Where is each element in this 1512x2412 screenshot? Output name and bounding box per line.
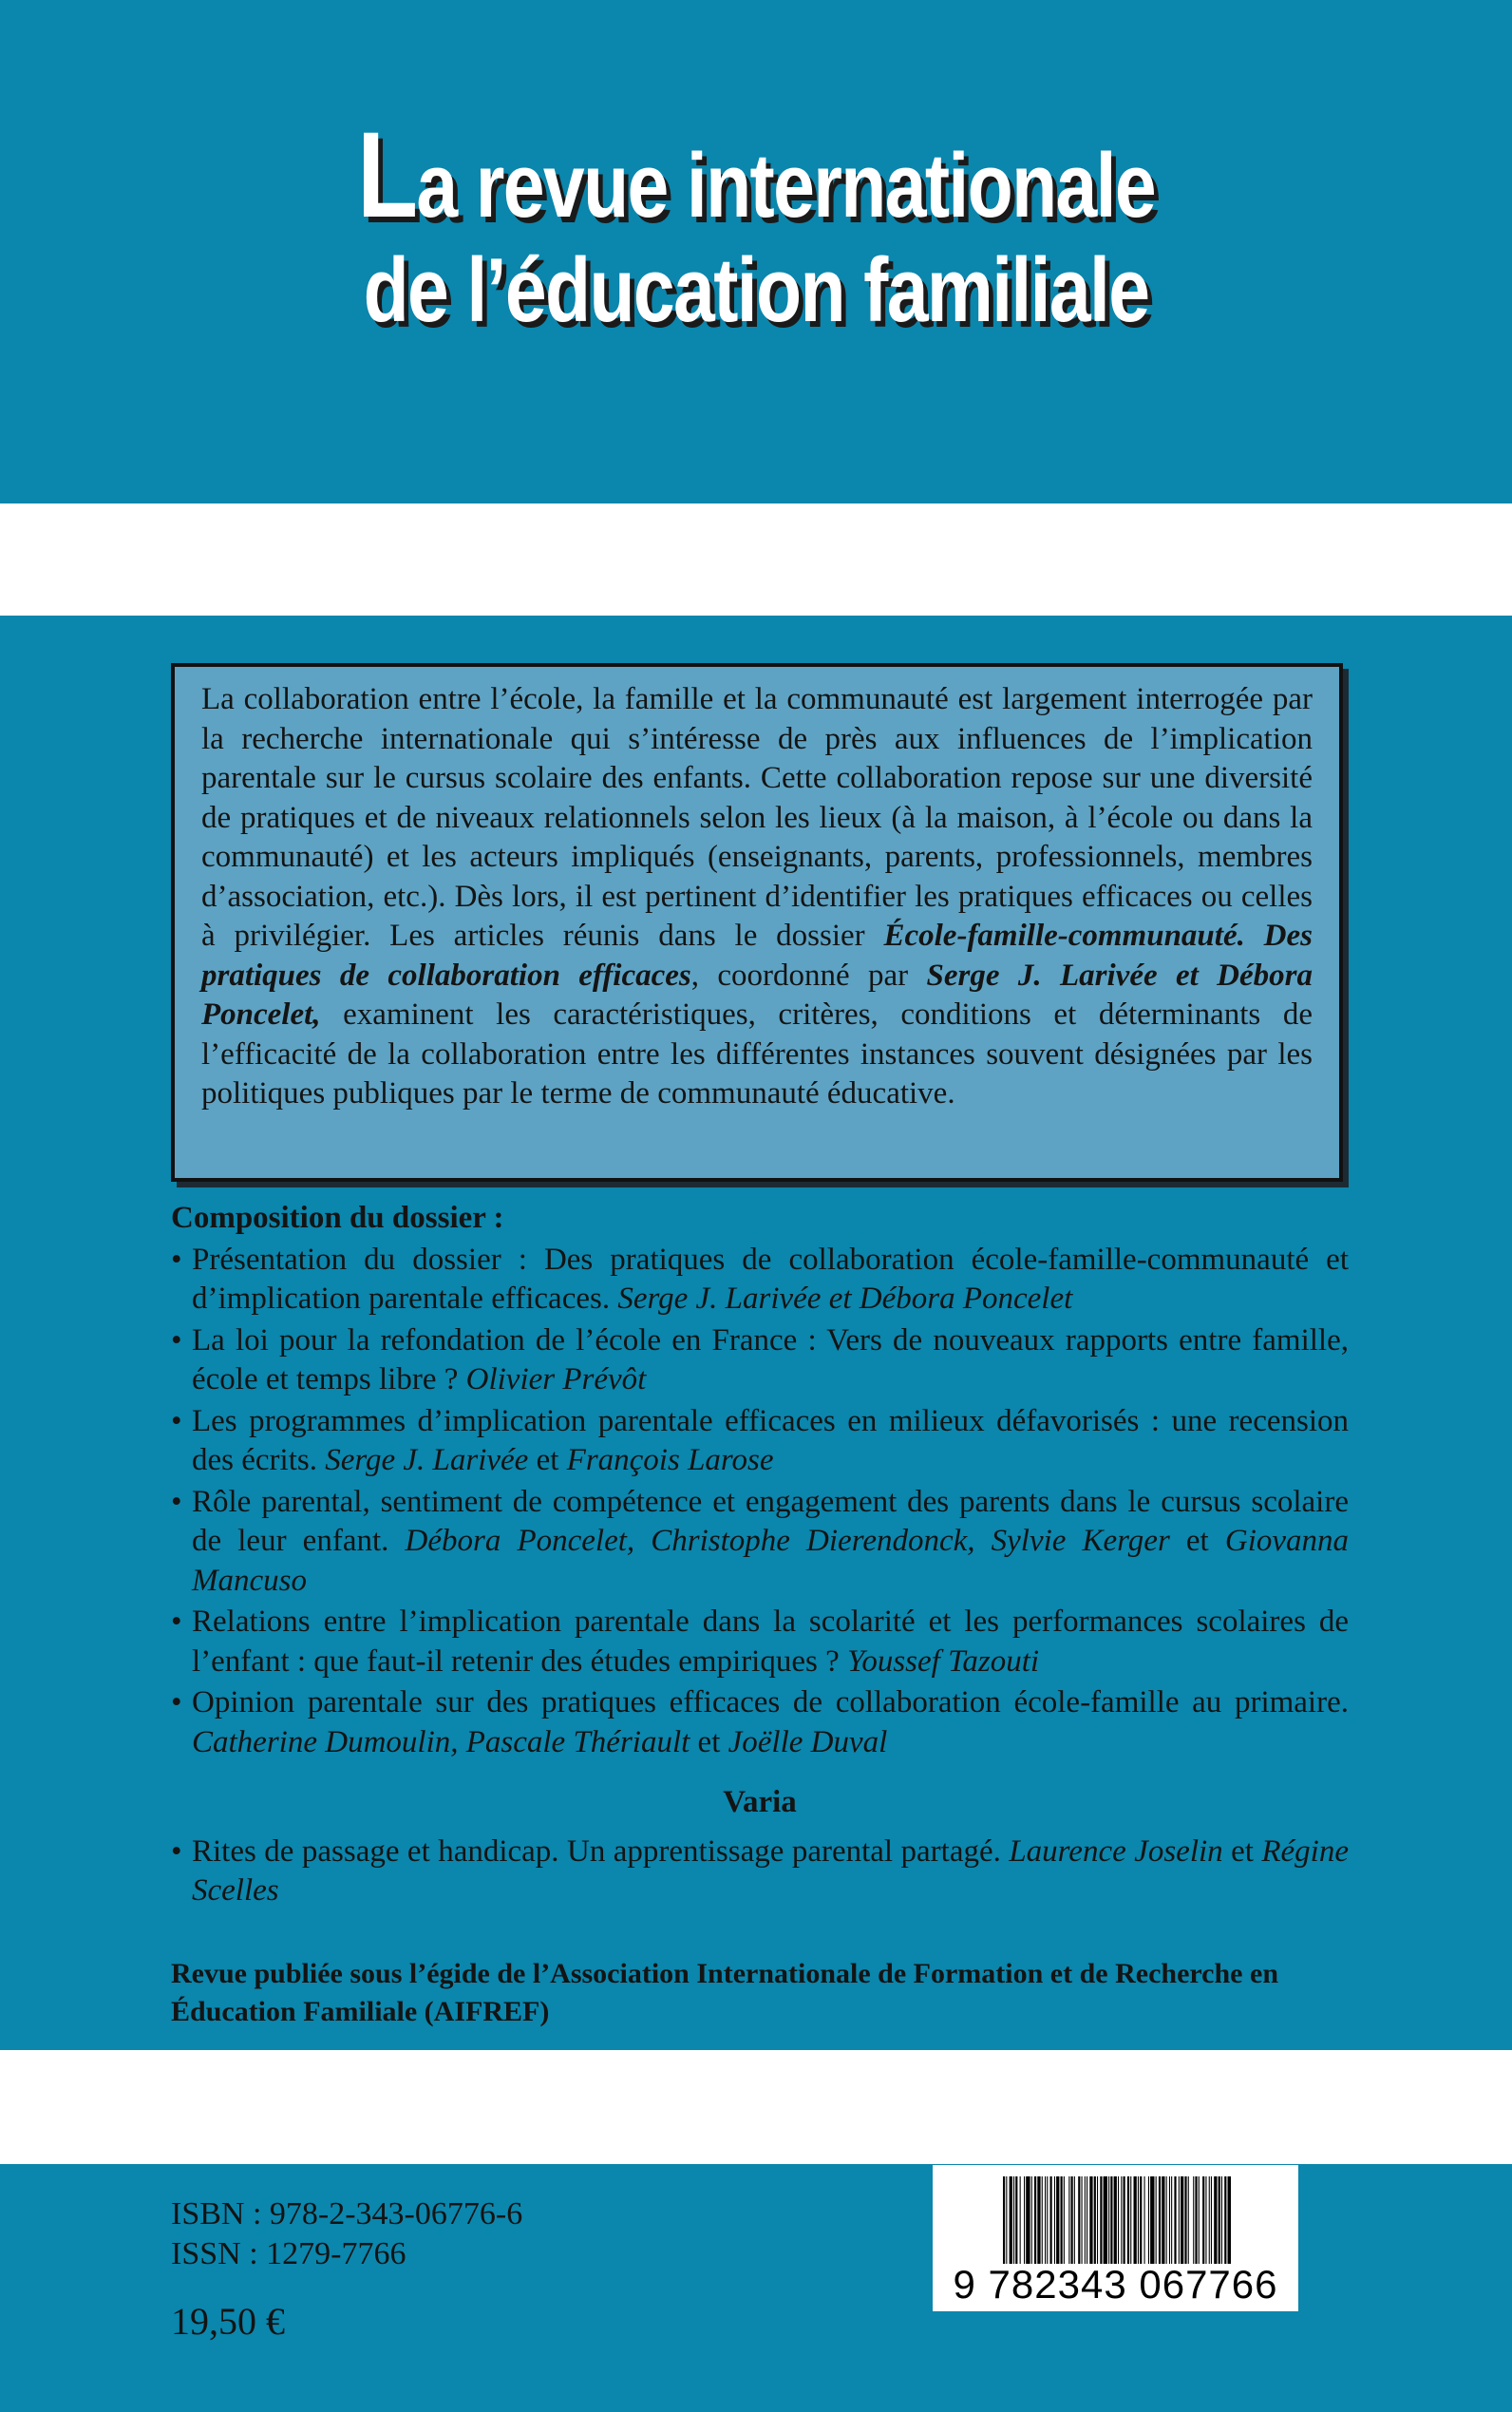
list-item (171, 1483, 1349, 1602)
barcode-bar (1156, 2176, 1157, 2264)
barcode-bar (1031, 2176, 1032, 2264)
barcode-bar (1015, 2176, 1017, 2264)
barcode-bar (1085, 2176, 1086, 2264)
abstract-part-2: , coordonné par (690, 958, 927, 993)
list-item (171, 1321, 1349, 1400)
bullet: • (171, 1833, 182, 1869)
barcode-bar (1068, 2176, 1069, 2264)
barcode-bar (1110, 2176, 1112, 2264)
abstract-box (171, 663, 1343, 1182)
item-authors: Youssef Tazouti (847, 1643, 1040, 1679)
barcode-bar (1224, 2176, 1226, 2264)
item-conj: et (690, 1724, 728, 1759)
item-author-a: Serge J. Larivée (325, 1443, 529, 1477)
list-item (171, 1833, 1349, 1911)
title-line-1 (136, 107, 1375, 243)
barcode-bar (1056, 2176, 1059, 2264)
item-author-a: Catherine Dumoulin, Pascale Thériault (192, 1724, 690, 1759)
barcode-bar (1047, 2176, 1048, 2264)
bullet: • (171, 1242, 182, 1277)
coordinators: Serge J. Larivée et Débora Poncelet, (201, 958, 1313, 1032)
item-authors: Serge J. Larivée et Débora Poncelet (617, 1282, 1073, 1316)
barcode-bar (1195, 2176, 1197, 2264)
item-text: Relations entre l’implication parentale dans la scolarité et les performances scolaires de l’enfant : que faut-il retenir des études empiriques ? (192, 1605, 1349, 1679)
dossier-title: École-famille-communauté. Des pratiques de collaboration efficaces (201, 919, 1313, 993)
abstract-part-3: examinent les caractéristiques, critères, conditions et déterminants de l’efficacité de la collaboration entre les différentes instances souvent désignées par les politiques publiques par le terme de communauté éducative. (201, 997, 1313, 1111)
barcode-bar (1150, 2176, 1154, 2264)
barcode-bar (1211, 2176, 1212, 2264)
item-author-b: François Larose (566, 1443, 774, 1477)
barcode-bar (1097, 2176, 1098, 2264)
list-item (171, 1241, 1349, 1320)
bullet: • (171, 1322, 182, 1358)
barcode-bar (1169, 2176, 1170, 2264)
barcode-bar (1026, 2176, 1030, 2264)
item-text: Présentation du dossier : Des pratiques de collaboration école-famille-communauté et d’implication parentale efficaces. (192, 1242, 1349, 1316)
barcode-bar (1166, 2176, 1167, 2264)
white-stripe-2 (0, 2050, 1512, 2164)
price: 19,50 € (171, 2300, 285, 2343)
barcode-bar (1082, 2176, 1083, 2264)
barcode-bar (1013, 2176, 1014, 2264)
barcode-bar (1010, 2176, 1012, 2264)
barcode-bar (1118, 2176, 1119, 2264)
bullet: • (171, 1403, 182, 1438)
barcode-bar (1228, 2176, 1232, 2264)
barcode-bar (1020, 2176, 1021, 2264)
item-conj: et (528, 1443, 567, 1477)
barcode-bar (1205, 2176, 1206, 2264)
abstract-part-1: La collaboration entre l’école, la famille et la communauté est largement interrogée par la recherche internationale qui s’intéresse de près aux influences de l’implication parentale sur le cursus scolaire des enfants. Cette collaboration repose sur une diversité de pratiques et de niveaux relationnels selon les lieux (à la maison, à l’école ou dans la communauté) et les acteurs impliqués (enseignants, parents, professionnels, membres d’association, etc.). Dès lors, il est pertinent d’identifier les pratiques efficaces ou celles à privilégier. Les articles réunis dans le dossier (201, 682, 1313, 953)
barcode-bar (1054, 2176, 1055, 2264)
barcode-bar (1078, 2176, 1080, 2264)
bullet: • (171, 1685, 182, 1719)
item-author-b: Régine Scelles (192, 1833, 1349, 1908)
barcode-bar (1037, 2176, 1040, 2264)
barcode-bar (1006, 2176, 1007, 2264)
composition-section (171, 1199, 1349, 1911)
barcode-bar (1184, 2176, 1186, 2264)
item-author-a: Laurence Joselin (1009, 1833, 1223, 1869)
item-conj: et (1169, 1524, 1225, 1558)
barcode-bar (1064, 2176, 1065, 2264)
barcode-bar (1181, 2176, 1183, 2264)
barcode-bar (1179, 2176, 1180, 2264)
barcode-bar (1121, 2176, 1122, 2264)
barcode-bar (1171, 2176, 1172, 2264)
barcode-bar (1003, 2176, 1005, 2264)
item-text: Rites de passage et handicap. Un apprentissage parental partagé. (192, 1833, 1010, 1869)
composition-heading: Composition du dossier : (171, 1201, 504, 1235)
item-text: La loi pour la refondation de l’école en France : Vers de nouveaux rapports entre famille, école et temps libre ? (192, 1322, 1349, 1396)
list-item (171, 1603, 1349, 1681)
barcode-bar (1071, 2176, 1073, 2264)
barcode-bar (1130, 2176, 1131, 2264)
item-author-b: Joëlle Duval (728, 1724, 888, 1759)
barcode-bar (1188, 2176, 1189, 2264)
barcode-bar (1148, 2176, 1149, 2264)
bullet: • (171, 1484, 182, 1519)
barcode-bar (1074, 2176, 1075, 2264)
barcode-bar (1089, 2176, 1092, 2264)
barcode-bar (1138, 2176, 1139, 2264)
barcode-bar (1024, 2176, 1025, 2264)
barcode-bar (1042, 2176, 1043, 2264)
item-text: Les programmes d’implication parentale efficaces en milieux défavorisés : une recension des écrits. (192, 1403, 1349, 1477)
barcode-bar (1162, 2176, 1164, 2264)
varia-heading: Varia (723, 1785, 797, 1819)
white-stripe-1 (0, 503, 1512, 616)
barcode-bar (1061, 2176, 1063, 2264)
barcode-bar (1140, 2176, 1142, 2264)
barcode-bar (1174, 2176, 1176, 2264)
barcode (933, 2165, 1298, 2311)
issn: ISSN : 1279-7766 (171, 2236, 406, 2271)
bullet: • (171, 1605, 182, 1639)
barcode-bar (1124, 2176, 1125, 2264)
barcode-bar (1159, 2176, 1161, 2264)
barcode-digits: 9 782343 067766 (953, 2262, 1278, 2307)
list-item (171, 1402, 1349, 1481)
item-text: Rôle parental, sentiment de compétence et engagement des parents dans le cursus scolaire de leur enfant. (192, 1484, 1349, 1558)
barcode-bar (1108, 2176, 1109, 2264)
codes-block (171, 2194, 522, 2274)
barcode-bars (1003, 2176, 1231, 2264)
barcode-bar (1199, 2176, 1200, 2264)
barcode-bar (1134, 2176, 1137, 2264)
barcode-bar (1214, 2176, 1217, 2264)
barcode-bar (1209, 2176, 1210, 2264)
item-authors: Olivier Prévôt (465, 1362, 647, 1396)
barcode-bar (1100, 2176, 1102, 2264)
barcode-bar (1045, 2176, 1046, 2264)
publisher-note: Revue publiée sous l’égide de l’Association Internationale de Formation et de Recherche en Éducation Familiale (AIFREF) (171, 1958, 1279, 2027)
title-initial: L (356, 107, 417, 243)
item-conj: et (1222, 1833, 1262, 1869)
barcode-bar (1127, 2176, 1129, 2264)
barcode-bar (1050, 2176, 1052, 2264)
item-text: Opinion parentale sur des pratiques efficaces de collaboration école-famille au primaire. (192, 1685, 1349, 1719)
barcode-bar (1094, 2176, 1096, 2264)
title-line-1-text: a revue internationale (416, 135, 1156, 237)
barcode-bar (1193, 2176, 1194, 2264)
barcode-bar (1221, 2176, 1222, 2264)
journal-title (136, 107, 1375, 343)
barcode-bar (1114, 2176, 1117, 2264)
barcode-bar (1104, 2176, 1107, 2264)
barcode-bar (1034, 2176, 1036, 2264)
barcode-bar (1202, 2176, 1204, 2264)
barcode-bar (1144, 2176, 1145, 2264)
barcode-bar (1219, 2176, 1220, 2264)
list-item (171, 1683, 1349, 1762)
item-author-a: Débora Poncelet, Christophe Dierendonck, Sylvie Kerger (405, 1524, 1170, 1558)
title-line-2: de l’éducation familiale (363, 239, 1149, 341)
isbn: ISBN : 978-2-343-06776-6 (171, 2196, 523, 2232)
item-author-b: Giovanna Mancuso (192, 1524, 1350, 1598)
